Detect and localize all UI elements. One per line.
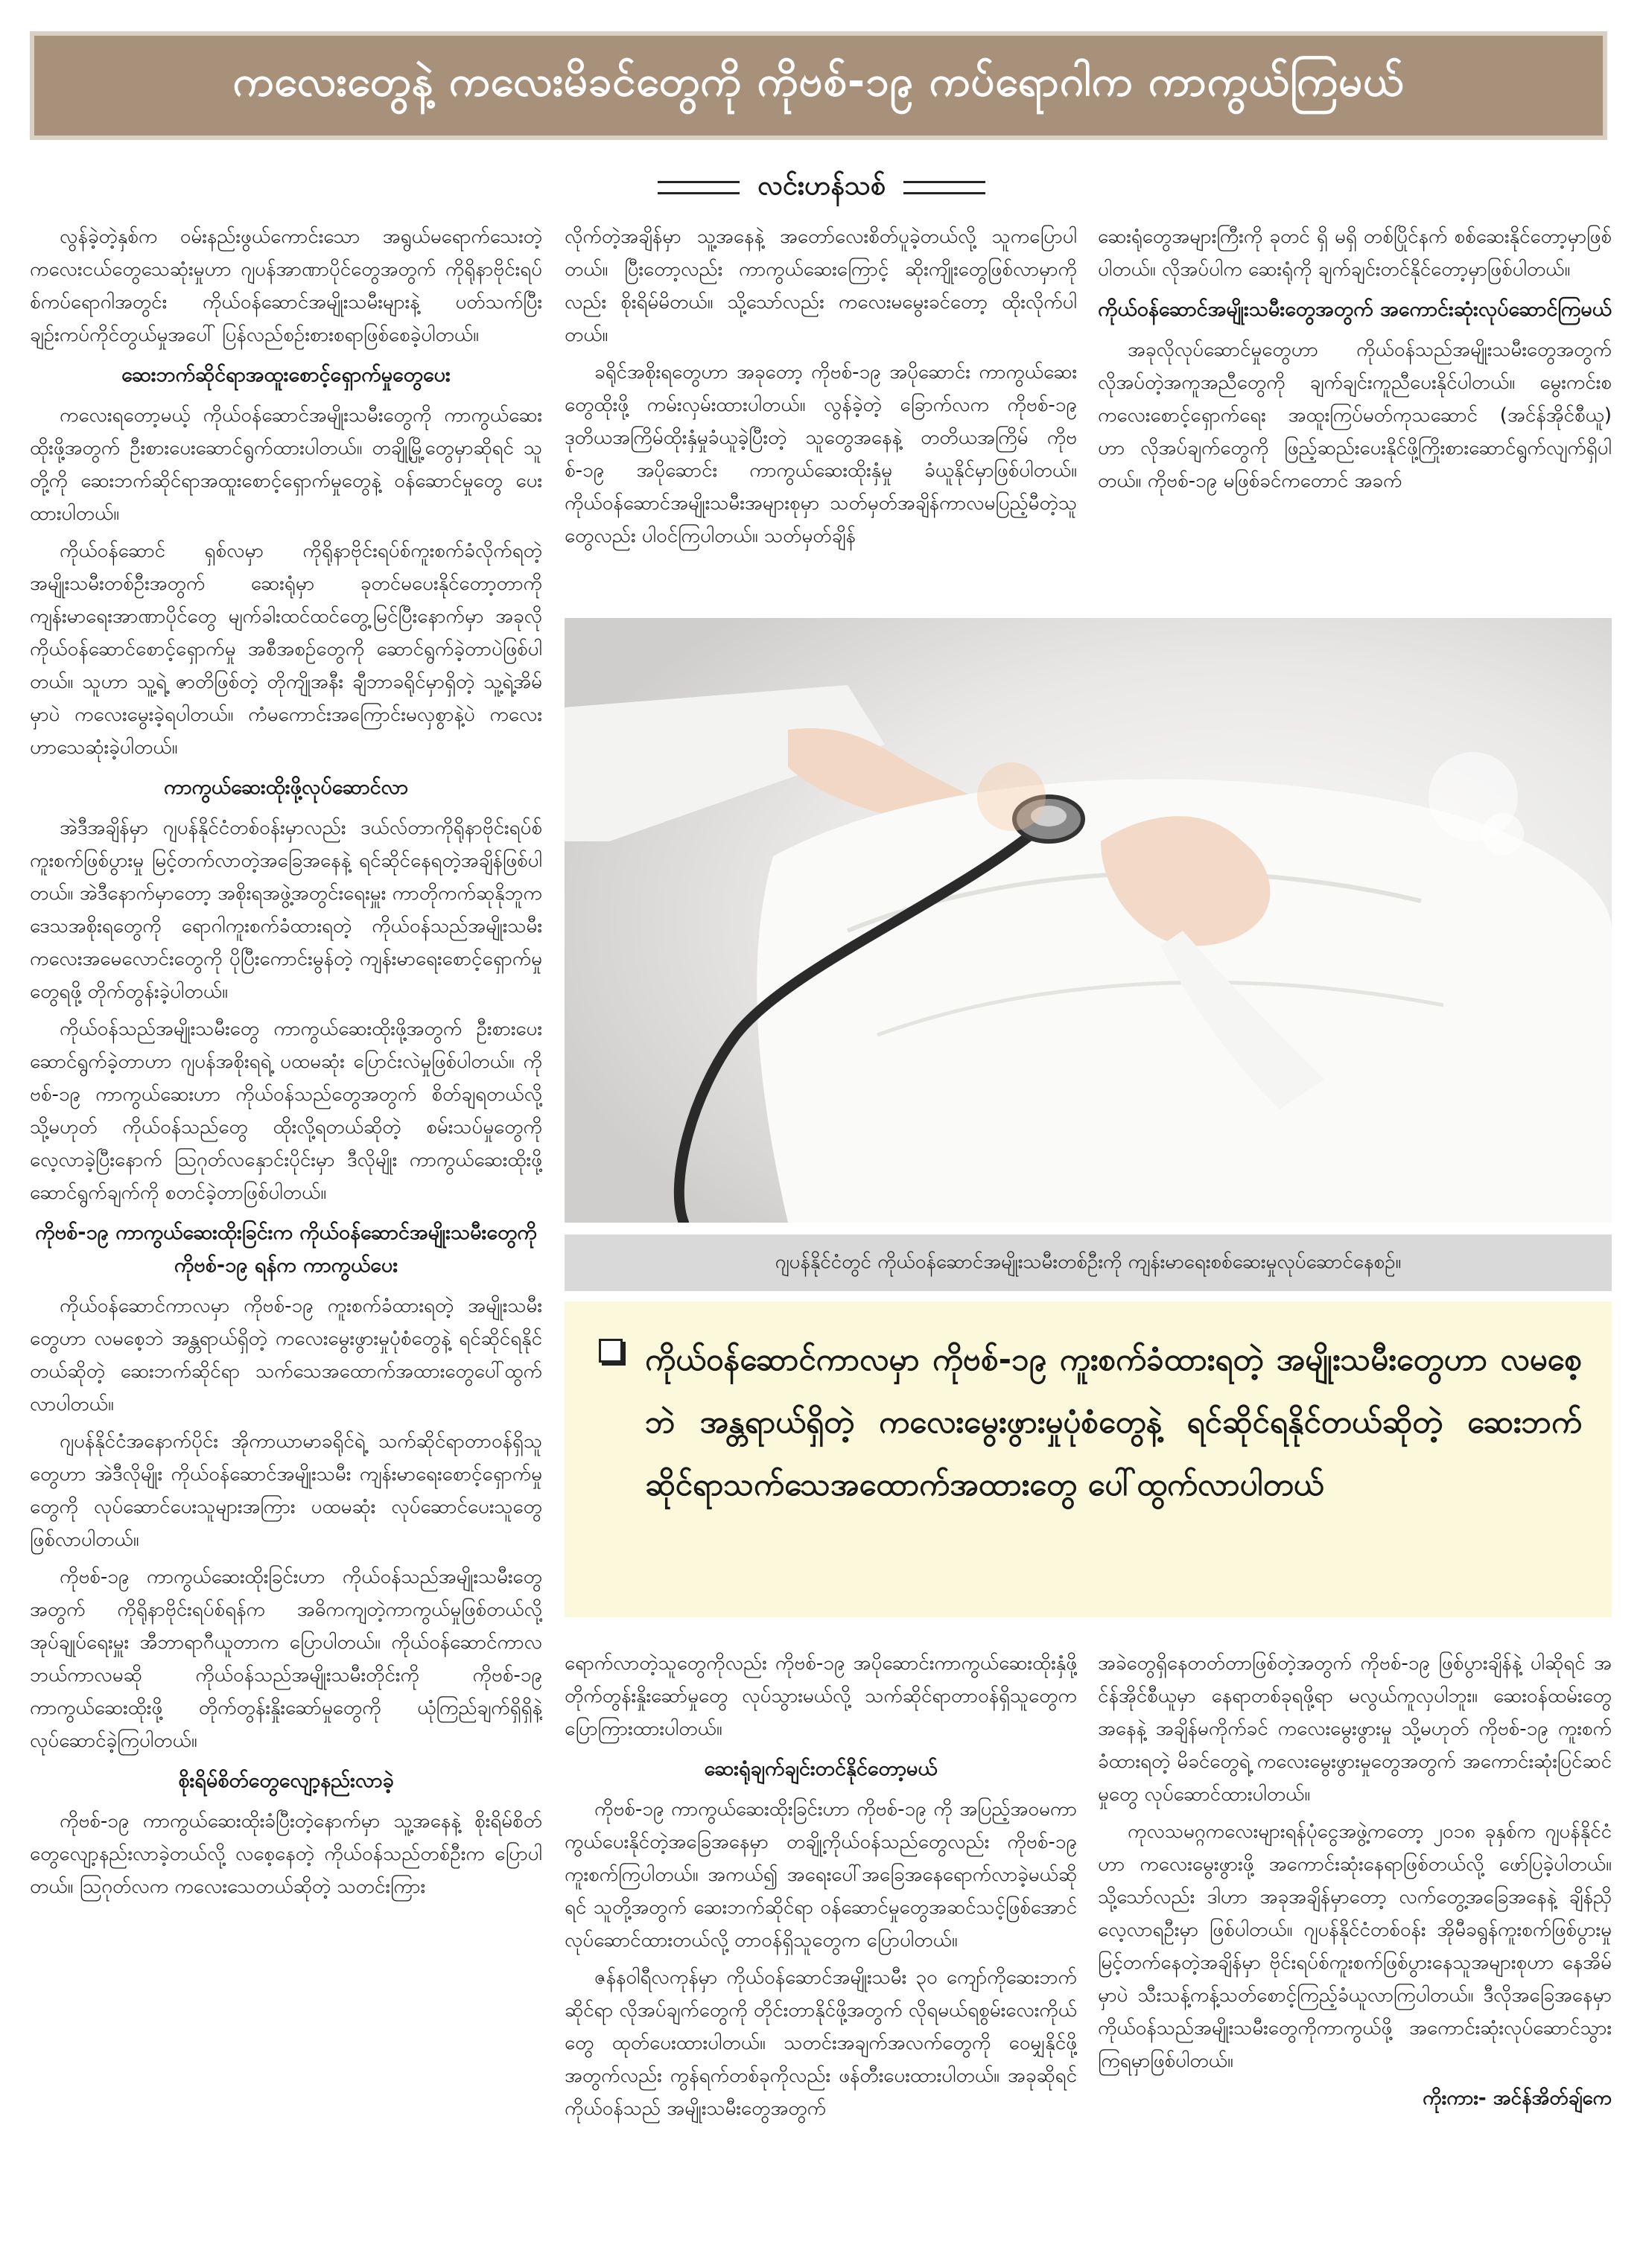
- column-3-bottom: [1098, 1647, 1612, 2243]
- column-3-top: [1098, 220, 1612, 615]
- paragraph: ဂျပန်နိုင်ငံအနောက်ပိုင်း အိုကာယာမာခရိုင်ရဲ့ သက်ဆိုင်ရာတာဝန်ရှိသူတွေဟာ အဲဒီလိုမျိုး ကိုယ်ဝန်ဆောင်အမျိုးသမီး ကျန်းမာရေးစောင့်ရှောက်မှုတွေကို လုပ်ဆောင်ပေးသူများအကြား ပထမဆုံး လုပ်ဆောင်ပေးသူတွေဖြစ်လာပါတယ်။: [30, 1430, 542, 1551]
- byline-rule-right: [903, 181, 985, 194]
- column-2-top: [565, 220, 1077, 615]
- byline: [0, 165, 1643, 210]
- paragraph: ကလေးရတော့မယ့် ကိုယ်ဝန်ဆောင်အမျိုးသမီးတွေကို ကာကွယ်ဆေးထိုးဖို့အတွက် ဦးစားပေးဆောင်ရွက်ထားပါတယ်။ တချို့မြို့တွေမှာဆိုရင် သူတို့ကို ဆေးဘက်ဆိုင်ရာအထူးစောင့်ရှောက်မှုတွေနဲ့ ဝန်ဆောင်မှုတွေ ပေးထားပါတယ်။: [30, 404, 542, 525]
- subheading: ကိုဗစ်-၁၉ ကာကွယ်ဆေးထိုးခြင်းက ကိုယ်ဝန်ဆောင်အမျိုးသမီးတွေကို ကိုဗစ်-၁၉ ရန်က ကာကွယ်ပေး: [35, 1221, 537, 1277]
- paragraph: ဇန်နဝါရီလကုန်မှာ ကိုယ်ဝန်ဆောင်အမျိုးသမီး ၃၀ ကျော်ကိုဆေးဘက်ဆိုင်ရာ လိုအပ်ချက်တွေကို တိုင်းတာနိုင်ဖို့အတွက် လိုရမယ်ရစွမ်းလေးကိုယ်တွေ ထုတ်ပေးထားပါတယ်။ သတင်းအချက်အလက်တွေကို ဝေမျှနိုင်ဖို့အတွက်လည်း ကွန်ရက်တစ်ခုကိုလည်း ဖန်တီးပေးထားပါတယ်။ အခုဆိုရင် ကိုယ်ဝန်သည် အမျိုးသမီးတွေအတွက်: [565, 1966, 1077, 2120]
- pull-quote-text: ကိုယ်ဝန်ဆောင်ကာလမှာ ကိုဗစ်-၁၉ ကူးစက်ခံထားရတဲ့ အမျိုးသမီးတွေဟာ လမစေ့ဘဲ အန္တရာယ်ရှိတဲ့ ကလေးမွေးဖွားမှုပုံစံတွေနဲ့ ရင်ဆိုင်ရနိုင်တယ်ဆိုတဲ့ ဆေးဘက်ဆိုင်ရာသက်သေအထောက်အထားတွေ ပေါ်ထွက်လာပါတယ်: [645, 1341, 1582, 1503]
- paragraph: ဆေးရုံတွေအများကြီးကို ခုတင် ရှိ မရှိ တစ်ပြိုင်နက် စစ်ဆေးနိုင်တော့မှာဖြစ်ပါတယ်။ လိုအပ်ပါက ဆေးရုံကို ချက်ချင်းတင်နိုင်တော့မှာဖြစ်ပါတယ်။: [1098, 226, 1612, 281]
- paragraph: လိုက်တဲ့အချိန်မှာ သူ့အနေနဲ့ အတော်လေးစိတ်ပူခဲ့တယ်လို့ သူကပြောပါတယ်။ ပြီးတော့လည်း ကာကွယ်ဆေးကြောင့် ဆိုးကျိုးတွေဖြစ်လာမှာကိုလည်း စိုးရိမ်မိတယ်။ သို့သော်လည်း ကလေးမမွေးခင်တော့ ထိုးလိုက်ပါတယ်။: [565, 226, 1077, 346]
- subheading: ကိုယ်ဝန်ဆောင်အမျိုးသမီးတွေအတွက် အကောင်းဆုံးလုပ်ဆောင်ကြမယ်: [1098, 298, 1612, 321]
- byline-author: လင်းဟန်သစ်: [757, 171, 886, 201]
- paragraph: ကိုယ်ဝန်သည်အမျိုးသမီးတွေ ကာကွယ်ဆေးထိုးဖို့အတွက် ဦးစားပေးဆောင်ရွက်ခဲ့တာဟာ ဂျပန်အစိုးရရဲ့ ပထမဆုံး ပြောင်းလဲမှုဖြစ်ပါတယ်။ ကိုဗစ်-၁၉ ကာကွယ်ဆေးဟာ ကိုယ်ဝန်သည်တွေအတွက် စိတ်ချရတယ်လို့ သို့မဟုတ် ကိုယ်ဝန်သည်တွေ ထိုးလို့ရတယ်ဆိုတဲ့ စမ်းသပ်မှုတွေကို လေ့လာခဲ့ပြီးနောက် ဩဂုတ်လနှောင်းပိုင်းမှာ ဒီလိုမျိုး ကာကွယ်ဆေးထိုးဖို့ ဆောင်ရွက်ချက်ကို စတင်ခဲ့တာဖြစ်ပါတယ်။: [30, 1018, 542, 1204]
- checkbox-bullet-icon: [599, 1339, 623, 1363]
- headline-banner: [30, 31, 1607, 140]
- paragraph: ကုလသမဂ္ဂကလေးများရန်ပုံငွေအဖွဲ့ကတော့ ၂၀၁၈ ခုနှစ်က ဂျပန်နိုင်ငံဟာ ကလေးမွေးဖွားဖို့ အကောင်းဆုံးနေရာဖြစ်တယ်လို့ ဖော်ပြခဲ့ပါတယ်။ သို့သော်လည်း ဒါဟာ အခုအချိန်မှာတော့ လက်တွေ့အခြေအနေနဲ့ ချိန်ညှိလေ့လာရဦးမှာ ဖြစ်ပါတယ်။ ဂျပန်နိုင်ငံတစ်ဝန်း အိုမီခရွန်ကူးစက်ဖြစ်ပွားမှု မြင့်တက်နေတဲ့အချိန်မှာ ဗိုင်းရပ်စ်ကူးစက်ဖြစ်ပွားနေသူအများစုဟာ နေအိမ်မှာပဲ သီးသန့်ကန့်သတ်စောင့်ကြည့်ခံယူလာကြပါတယ်။ ဒီလိုအခြေအနေမှာ ကိုယ်ဝန်သည်အမျိုးသမီးတွေကိုကာကွယ်ဖို့ အကောင်းဆုံးလုပ်ဆောင်သွားကြရမှာဖြစ်ပါတယ်။: [1098, 1821, 1612, 2072]
- headline: ကလေးတွေနဲ့ ကလေးမိခင်တွေကို ကိုဗစ်-၁၉ ကပ်ရောဂါက ကာကွယ်ကြမယ်: [232, 57, 1405, 106]
- paragraph: ကိုဗစ်-၁၉ ကာကွယ်ဆေးထိုးခြင်းဟာ ကိုဗစ်-၁၉ ကို အပြည့်အဝမကာကွယ်ပေးနိုင်တဲ့အခြေအနေမှာ တချို့ကိုယ်ဝန်သည်တွေလည်း ကိုဗစ်-၁၉ ကူးစက်ကြပါတယ်။ အကယ်၍ အရေးပေါ်အခြေအနေရောက်လာခဲ့မယ်ဆိုရင် သူတို့အတွက် ဆေးဘက်ဆိုင်ရာ ဝန်ဆောင်မှုတွေအဆင်သင့်ဖြစ်အောင်လုပ်ဆောင်ထားတယ်လို့ တာဝန်ရှိသူတွေက ပြောပါတယ်။: [565, 1798, 1077, 1952]
- byline-rule-left: [658, 181, 740, 194]
- paragraph: အခဲတွေရှိနေတတ်တာဖြစ်တဲ့အတွက် ကိုဗစ်-၁၉ ဖြစ်ပွားချိန်နဲ့ ပါဆိုရင် အင်န်အိုင်စီယူမှာ နေရာတစ်ခုရဖို့ရာ မလွယ်ကူလှပါဘူး။ ဆေးဝန်ထမ်းတွေအနေနဲ့ အချိန်မကိုက်ခင် ကလေးမွေးဖွားမှု သို့မဟုတ် ကိုဗစ်-၁၉ ကူးစက်ခံထားရတဲ့ မိခင်တွေရဲ့ ကလေးမွေးဖွားမှုတွေအတွက် အကောင်းဆုံးပြင်ဆင်မှုတွေ လုပ်ဆောင်ထားပါတယ်။: [1098, 1652, 1612, 1806]
- paragraph: လွန်ခဲ့တဲ့နှစ်က ဝမ်းနည်းဖွယ်ကောင်းသော အရွယ်မရောက်သေးတဲ့ ကလေးငယ်တွေသေဆုံးမှုဟာ ဂျပန်အာဏာပိုင်တွေအတွက် ကိုရိုနာဗိုင်းရပ်စ်ကပ်ရောဂါအတွင်း ကိုယ်ဝန်ဆောင်အမျိုးသမီးများနဲ့ ပတ်သက်ပြီး ချဉ်းကပ်ကိုင်တွယ်မှုအပေါ် ပြန်လည်စဉ်းစားစရာဖြစ်စေခဲ့ပါတယ်။: [30, 226, 542, 346]
- paragraph: အဲဒီအချိန်မှာ ဂျပန်နိုင်ငံတစ်ဝန်းမှာလည်း ဒယ်လ်တာကိုရိုနာဗိုင်းရပ်စ်ကူးစက်ဖြစ်ပွားမှု မြင့်တက်လာတဲ့အခြေအနေနဲ့ ရင်ဆိုင်နေရတဲ့အချိန်ဖြစ်ပါတယ်။ အဲဒီနောက်မှာတော့ အစိုးရအဖွဲ့အတွင်းရေးမှူး ကာတိုကက်ဆုနိုဘူက ဒေသအစိုးရတွေကို ရောဂါကူးစက်ခံထားရတဲ့ ကိုယ်ဝန်သည်အမျိုးသမီး ကလေးအမေလောင်းတွေကို ပိုပြီးကောင်းမွန်တဲ့ ကျန်းမာရေးစောင့်ရှောက်မှုတွေရဖို့ တိုက်တွန်းခဲ့ပါတယ်။: [30, 817, 542, 1003]
- paragraph: ကိုဗစ်-၁၉ ကာကွယ်ဆေးထိုးခံပြီးတဲ့နောက်မှာ သူ့အနေနဲ့ စိုးရိမ်စိတ်တွေလျော့နည်းလာခဲ့တယ်လို့ လစေ့နေတဲ့ ကိုယ်ဝန်သည်တစ်ဦးက ပြောပါတယ်။ ဩဂုတ်လက ကလေးသေတယ်ဆိုတဲ့ သတင်းကြား: [30, 1810, 542, 1898]
- paragraph: အခုလိုလုပ်ဆောင်မှုတွေဟာ ကိုယ်ဝန်သည်အမျိုးသမီးတွေအတွက် လိုအပ်တဲ့အကူအညီတွေကို ချက်ချင်းကူညီပေးနိုင်ပါတယ်။ မွေးကင်းစကလေးစောင့်ရှောက်ရေး အထူးကြပ်မတ်ကုသဆောင် (အင်န်အိုင်စီယူ) ဟာ လိုအပ်ချက်တွေကို ဖြည့်ဆည်းပေးနိုင်ဖို့ကြိုးစားဆောင်ရွက်လျက်ရှိပါတယ်။ ကိုဗစ်-၁၉ မဖြစ်ခင်ကတောင် အခက်: [1098, 339, 1612, 492]
- paragraph: ရောက်လာတဲ့သူတွေကိုလည်း ကိုဗစ်-၁၉ အပိုဆောင်းကာကွယ်ဆေးထိုးနှံဖို့ တိုက်တွန်းနှိုးဆော်မှုတွေ လုပ်သွားမယ်လို့ သက်ဆိုင်ရာတာဝန်ရှိသူတွေက ပြောကြားထားပါတယ်။: [565, 1652, 1077, 1740]
- subheading: ဆေးရုံချက်ချင်းတင်နိုင်တော့မယ်: [704, 1757, 938, 1780]
- photo-caption: [565, 1235, 1612, 1291]
- source-credit: ကိုးကား- အင်န်အိတ်ချ်ကေ: [1423, 2087, 1612, 2109]
- pull-quote: [565, 1302, 1612, 1617]
- caption-text: ဂျပန်နိုင်ငံတွင် ကိုယ်ဝန်ဆောင်အမျိုးသမီးတစ်ဦးကို ကျန်းမာရေးစစ်ဆေးမှုလုပ်ဆောင်နေစဉ်။: [775, 1250, 1402, 1273]
- subheading: ကာကွယ်ဆေးထိုးဖို့လုပ်ဆောင်လာ: [163, 776, 408, 799]
- column-2-bottom: [565, 1647, 1077, 2243]
- article-photo: [565, 618, 1612, 1223]
- subheading: ဆေးဘက်ဆိုင်ရာအထူးစောင့်ရှောက်မှုတွေပေး: [121, 363, 451, 386]
- paragraph: ကိုဗစ်-၁၉ ကာကွယ်ဆေးထိုးခြင်းဟာ ကိုယ်ဝန်သည်အမျိုးသမီးတွေအတွက် ကိုရိုနာဗိုင်းရပ်စ်ရန်က အဓိကကျတဲ့ကာကွယ်မှုဖြစ်တယ်လို့ အုပ်ချုပ်ရေးမှူး အီဘာရာဂီယူတာက ပြောပါတယ်။ ကိုယ်ဝန်ဆောင်ကာလ ဘယ်ကာလမဆို ကိုယ်ဝန်သည်အမျိုးသမီးတိုင်းကို ကိုဗစ်-၁၉ ကာကွယ်ဆေးထိုးဖို့ တိုက်တွန်းနှိုးဆော်မှုတွေကို ယုံကြည်ချက်ရှိရှိနဲ့ လုပ်ဆောင်ခဲ့ကြပါတယ်။: [30, 1566, 542, 1752]
- paragraph: ခရိုင်အစိုးရတွေဟာ အခုတော့ ကိုဗစ်-၁၉ အပိုဆောင်း ကာကွယ်ဆေးတွေထိုးဖို့ ကမ်းလှမ်းထားပါတယ်။ လွန်ခဲ့တဲ့ ခြောက်လက ကိုဗစ်-၁၉ ဒုတိယအကြိမ်ထိုးနှံမှုခံယူခဲ့ပြီးတဲ့ သူတွေအနေနဲ့ တတိယအကြိမ် ကိုဗစ်-၁၉ အပိုဆောင်း ကာကွယ်ဆေးထိုးနှံမှု ခံယူနိုင်မှာဖြစ်ပါတယ်။ ကိုယ်ဝန်ဆောင်အမျိုးသမီးအများစုမှာ သတ်မှတ်အချိန်ကာလမပြည့်မီတဲ့သူတွေလည်း ပါဝင်ကြပါတယ်။ သတ်မှတ်ချိန်: [565, 361, 1077, 547]
- paragraph: ကိုယ်ဝန်ဆောင် ရှစ်လမှာ ကိုရိုနာဗိုင်းရပ်စ်ကူးစက်ခံလိုက်ရတဲ့ အမျိုးသမီးတစ်ဦးအတွက် ဆေးရုံမှာ ခုတင်မပေးနိုင်တော့တာကို ကျန်းမာရေးအာဏာပိုင်တွေ မျက်ခါးထင်ထင်တွေ့မြင်ပြီးနောက်မှာ အခုလို ကိုယ်ဝန်ဆောင်စောင့်ရှောက်မှု အစီအစဉ်တွေကို ဆောင်ရွက်ခဲ့တာပဲဖြစ်ပါတယ်။ သူဟာ သူ့ရဲ့ ဇာတိဖြစ်တဲ့ တိုကျိုအနီး ချီဘာခရိုင်မှာရှိတဲ့ သူ့ရဲ့အိမ်မှာပဲ ကလေးမွေးခဲ့ရပါတယ်။ ကံမကောင်းအကြောင်းမလှစွာနဲ့ပဲ ကလေးဟာသေဆုံးခဲ့ပါတယ်။: [30, 540, 542, 759]
- column-1: [30, 220, 542, 2246]
- paragraph: ကိုယ်ဝန်ဆောင်ကာလမှာ ကိုဗစ်-၁၉ ကူးစက်ခံထားရတဲ့ အမျိုးသမီးတွေဟာ လမစေ့ဘဲ အန္တရာယ်ရှိတဲ့ ကလေးမွေးဖွားမှုပုံစံတွေနဲ့ ရင်ဆိုင်ရနိုင်တယ်ဆိုတဲ့ ဆေးဘက်ဆိုင်ရာ သက်သေအထောက်အထားတွေပေါ်ထွက်လာပါတယ်။: [30, 1295, 542, 1415]
- subheading: စိုးရိမ်စိတ်တွေလျော့နည်းလာခဲ့: [178, 1769, 394, 1792]
- stethoscope-checkup-illustration: [565, 618, 1612, 1223]
